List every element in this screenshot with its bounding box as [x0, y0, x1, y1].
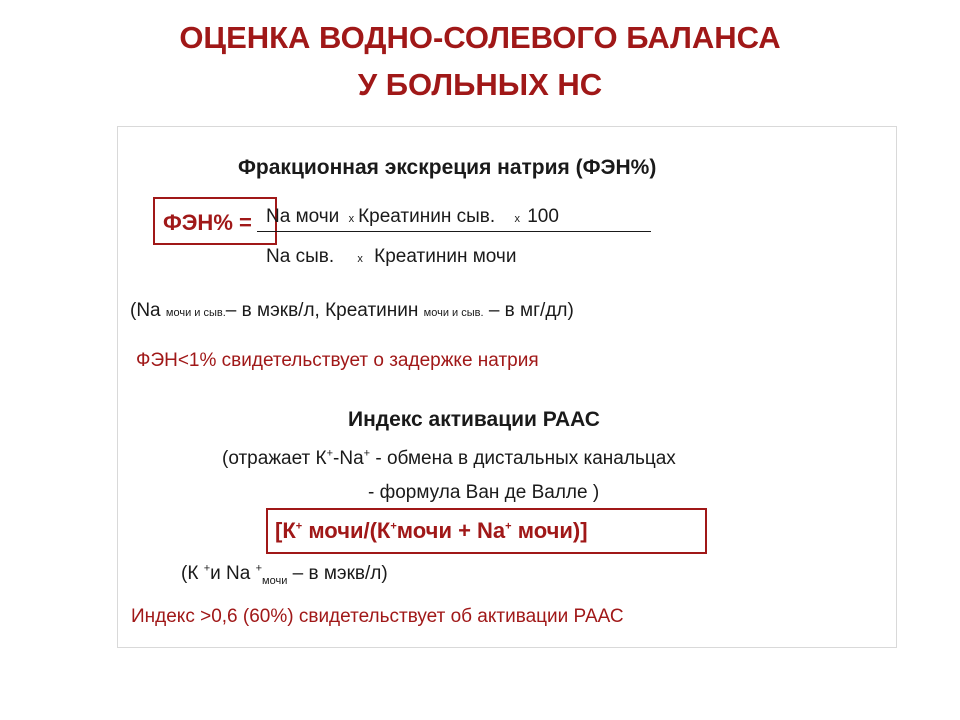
raas-units-sub: мочи: [262, 574, 288, 587]
feh-note: ФЭН<1% свидетельствует о задержке натрия: [136, 350, 539, 371]
desc-k: (отражает К: [222, 448, 327, 469]
units-middle: – в мэкв/л, Креатинин: [225, 300, 419, 321]
denominator-na: Na сыв.: [266, 246, 335, 267]
feh-units: [130, 300, 574, 322]
raas-note: Индекс >0,6 (60%) свидетельствует об активации РААС: [131, 606, 624, 627]
formula-mid-1: мочи/(К: [302, 518, 391, 543]
numerator-creatinine: Креатинин сыв.: [358, 206, 496, 227]
formula-sup-3: +: [505, 520, 512, 533]
numerator-times-2: x: [514, 213, 520, 225]
raas-units-na: и Na: [210, 563, 256, 584]
raas-units-end: – в мэкв/л): [287, 563, 388, 584]
desc-rest: - обмена в дистальных канальцах: [375, 448, 676, 469]
slide-title-line1: ОЦЕНКА ВОДНО-СОЛЕВОГО БАЛАНСА: [179, 20, 781, 55]
desc-sup-1: +: [326, 447, 334, 460]
numerator-times-1: x: [348, 213, 355, 225]
raas-units-sup-1: +: [203, 562, 211, 575]
denominator-times: x: [357, 253, 363, 265]
raas-heading: Индекс активации РААС: [348, 408, 600, 431]
formula-sup-1: +: [295, 520, 303, 533]
units-na: (Na: [130, 300, 161, 321]
formula-sup-2: +: [390, 520, 397, 533]
feh-numerator: [266, 206, 559, 228]
raas-units: [181, 563, 388, 585]
numerator-na: Na мочи: [266, 206, 340, 227]
units-sub-1: мочи и сыв.: [165, 307, 226, 319]
denominator-creatinine: Креатинин мочи: [374, 246, 517, 267]
raas-description-line2: - формула Ван де Валле ): [368, 482, 600, 503]
raas-units-k: (К: [181, 563, 204, 584]
feh-denominator: [266, 246, 516, 268]
raas-formula: [275, 518, 588, 544]
feh-label: ФЭН% =: [163, 210, 252, 235]
formula-end: мочи)]: [511, 518, 588, 543]
formula-mid-2: мочи + Na: [396, 518, 506, 543]
numerator-100: 100: [527, 206, 559, 227]
units-end: – в мг/дл): [488, 300, 574, 321]
feh-heading: Фракционная экскреция натрия (ФЭН%): [238, 156, 657, 179]
formula-k: [К: [275, 518, 296, 543]
raas-description-line1: [222, 448, 676, 470]
units-sub-2: мочи и сыв.: [423, 307, 484, 319]
slide-title-line2: У БОЛЬНЫХ НС: [357, 67, 603, 102]
fraction-bar: [257, 231, 651, 232]
desc-na: -Na: [333, 448, 364, 469]
raas-units-sup-2: +: [255, 562, 263, 575]
desc-sup-2: +: [363, 447, 371, 460]
